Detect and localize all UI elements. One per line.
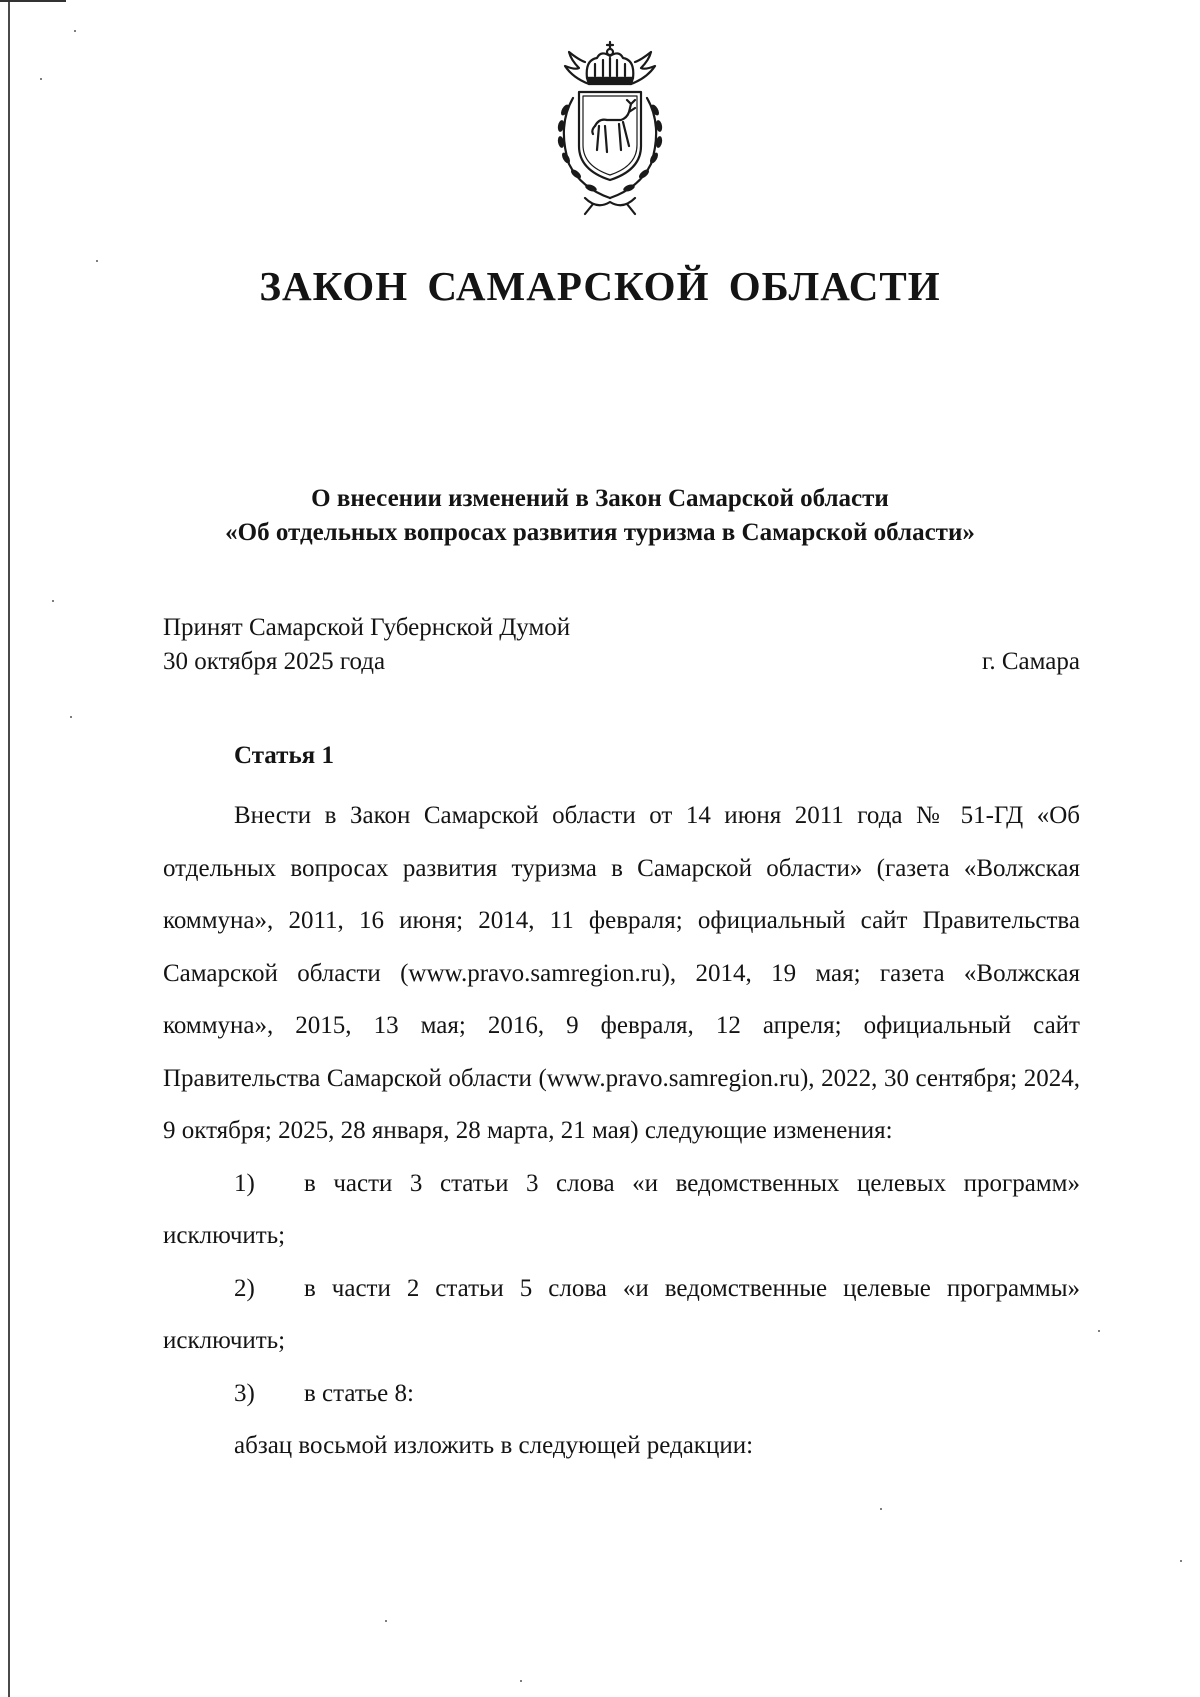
- document-subtitle: [0, 482, 1200, 550]
- list-item: [163, 1263, 1080, 1368]
- scan-speck: [40, 78, 42, 80]
- samara-coat-of-arms-icon: [535, 38, 685, 216]
- list-item: [163, 1368, 1080, 1421]
- scan-top-edge: [0, 0, 66, 2]
- final-line: абзац восьмой изложить в следующей редакции:: [234, 1432, 754, 1459]
- adoption-city: г. Самара: [981, 648, 1080, 675]
- list-item-number: 1): [234, 1169, 255, 1197]
- adoption-body: Принят Самарской Губернской Думой: [163, 614, 571, 641]
- scan-speck: [520, 1680, 522, 1682]
- scan-left-edge: [8, 0, 10, 1697]
- list-item: [163, 1158, 1080, 1263]
- scan-speck: [880, 1508, 882, 1510]
- list-item-text: в части 2 статьи 5 слова «и ведомственные целевые программы» исключить;: [163, 1274, 1080, 1354]
- scan-speck: [52, 600, 54, 602]
- document-title: ЗАКОН САМАРСКОЙ ОБЛАСТИ: [259, 263, 941, 309]
- list-item-number: 2): [234, 1274, 255, 1302]
- scan-speck: [1098, 1330, 1100, 1332]
- subtitle-line: «Об отдельных вопросах развития туризма в Самарской области»: [225, 519, 975, 546]
- list-item-text: в части 3 статьи 3 слова «и ведомственных целевых программ» исключить;: [163, 1169, 1080, 1249]
- scan-speck: [70, 716, 72, 718]
- article-heading: Статья 1: [234, 742, 334, 769]
- article-body: [163, 790, 1080, 1473]
- list-item-number: 3): [234, 1379, 255, 1407]
- scan-speck: [1180, 1560, 1182, 1562]
- list-item-text: в статье 8:: [304, 1379, 414, 1407]
- subtitle-line: О внесении изменений в Закон Самарской области: [311, 485, 889, 512]
- adoption-date: 30 октября 2025 года: [163, 648, 386, 675]
- scan-speck: [74, 30, 76, 32]
- scan-speck: [385, 1620, 387, 1622]
- intro-paragraph: Внести в Закон Самарской области от 14 июня 2011 года № 51-ГД «Об отдельных вопросах развития туризма в Самарской области» (газета «Волжская коммуна», 2011, 16 июня; 2014, 11 февраля; официальный сайт Правительства Самарской области (www.pravo.samregion.ru), 2014, 19 мая; газета «Волжская коммуна», 2015, 13 мая; 2016, 9 февраля, 12 апреля; официальный сайт Правительства Самарской области (www.pravo.samregion.ru), 2022, 30 сентября; 2024, 9 октября; 2025, 28 января, 28 марта, 21 мая) следующие изменения:: [163, 802, 1080, 1144]
- adoption-info: [163, 611, 570, 679]
